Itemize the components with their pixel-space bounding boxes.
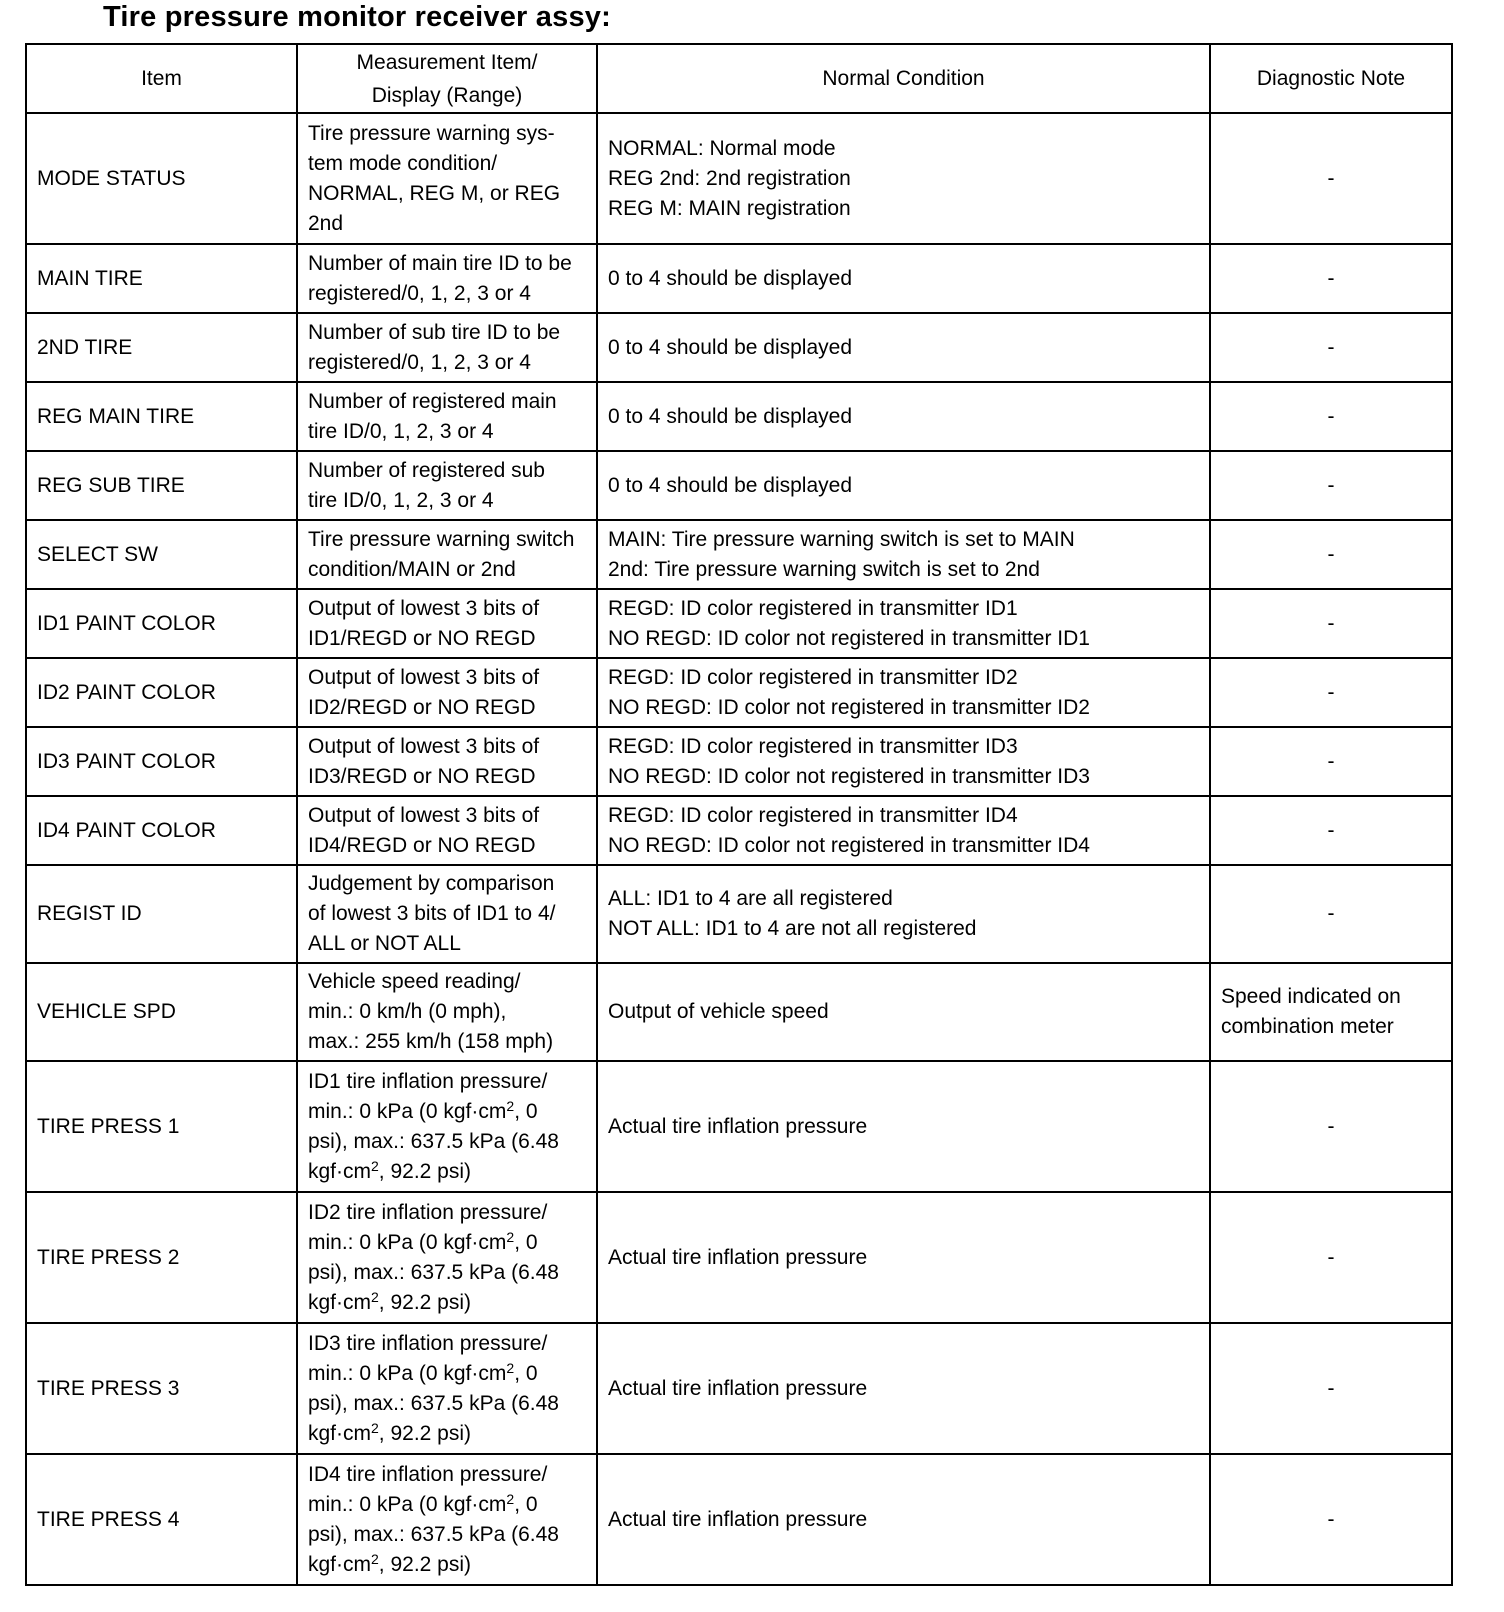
measurement-line: Number of sub tire ID to be (308, 320, 561, 344)
table-row (26, 244, 1452, 313)
diagnostic-note-cell (1210, 963, 1452, 1061)
diagnostic-note-cell: - (1210, 520, 1452, 589)
measurement-line (308, 1550, 586, 1580)
measurement-line: Number of main tire ID to be (308, 251, 572, 275)
measurement-line: tem mode condition/ (308, 151, 498, 175)
table-row (26, 589, 1452, 658)
measurement-line: tire ID/0, 1, 2, 3 or 4 (308, 419, 494, 443)
measurement-line (308, 1419, 586, 1449)
item-cell: TIRE PRESS 4 (26, 1454, 297, 1585)
normal-condition-line: ALL: ID1 to 4 are all registered (608, 887, 893, 910)
measurement-line: psi), max.: 637.5 kPa (6.48 (308, 1260, 559, 1284)
table-row (26, 865, 1452, 963)
measurement-line: of lowest 3 bits of ID1 to 4/ (308, 902, 556, 925)
measurement-line: tire ID/0, 1, 2, 3 or 4 (308, 488, 494, 512)
data-list-table (25, 43, 1453, 1586)
diagnostic-note-cell: - (1210, 658, 1452, 727)
measurement-line: psi), max.: 637.5 kPa (6.48 (308, 1391, 559, 1415)
superscript-2: 2 (371, 1288, 379, 1305)
normal-condition-line: NO REGD: ID color not registered in transmitter ID3 (608, 764, 1090, 788)
measurement-line: Number of registered main (308, 389, 557, 413)
table-row (26, 1454, 1452, 1585)
table-row (26, 520, 1452, 589)
table-row (26, 1323, 1452, 1454)
measurement-cell (297, 382, 597, 451)
measurement-fragment: kgf·cm (308, 1552, 371, 1576)
item-cell: SELECT SW (26, 520, 297, 589)
measurement-fragment: , 0 (514, 1492, 538, 1516)
item-cell: REGIST ID (26, 865, 297, 963)
diagnostic-note-cell: - (1210, 313, 1452, 382)
normal-condition-cell (597, 382, 1210, 451)
table-row (26, 451, 1452, 520)
measurement-fragment: min.: 0 kPa (0 kgf·cm (308, 1230, 507, 1254)
header-measurement (297, 44, 597, 113)
measurement-line: ID2 tire inflation pressure/ (308, 1200, 548, 1224)
superscript-2: 2 (371, 1419, 379, 1436)
measurement-cell (297, 796, 597, 865)
measurement-fragment: , 92.2 psi) (378, 1159, 472, 1183)
diagnostic-note-cell: - (1210, 796, 1452, 865)
diagnostic-note-cell: - (1210, 113, 1452, 244)
measurement-line: Output of lowest 3 bits of (308, 803, 540, 827)
measurement-line (308, 1228, 586, 1258)
measurement-cell (297, 113, 597, 244)
normal-condition-line: 0 to 4 should be displayed (608, 473, 853, 497)
measurement-fragment: min.: 0 kPa (0 kgf·cm (308, 1099, 507, 1123)
table-row (26, 382, 1452, 451)
normal-condition-line: REG M: MAIN registration (608, 196, 851, 220)
table-row (26, 963, 1452, 1061)
measurement-line: Tire pressure warning switch (308, 527, 575, 551)
normal-condition-line: NOT ALL: ID1 to 4 are not all registered (608, 917, 977, 940)
header-item: Item (26, 44, 297, 113)
item-cell: TIRE PRESS 1 (26, 1061, 297, 1192)
normal-condition-line: REGD: ID color registered in transmitter ID1 (608, 596, 1018, 620)
normal-condition-line: NO REGD: ID color not registered in transmitter ID4 (608, 833, 1090, 857)
normal-condition-line: NORMAL: Normal mode (608, 136, 836, 160)
header-measurement-line: Display (Range) (371, 83, 523, 107)
table-row (26, 1192, 1452, 1323)
measurement-line: ID1 tire inflation pressure/ (308, 1069, 548, 1093)
measurement-line: max.: 255 km/h (158 mph) (308, 1030, 554, 1053)
measurement-cell (297, 589, 597, 658)
item-cell: ID2 PAINT COLOR (26, 658, 297, 727)
header-measurement-line: Measurement Item/ (356, 50, 538, 74)
measurement-line: ID3 tire inflation pressure/ (308, 1331, 548, 1355)
item-cell: ID4 PAINT COLOR (26, 796, 297, 865)
measurement-cell (297, 244, 597, 313)
measurement-line: ALL or NOT ALL (308, 932, 461, 955)
normal-condition-line: 0 to 4 should be displayed (608, 404, 853, 428)
measurement-cell (297, 1192, 597, 1323)
diagnostic-note-line: combination meter (1221, 1015, 1394, 1038)
measurement-fragment: min.: 0 kPa (0 kgf·cm (308, 1361, 507, 1385)
item-cell: ID1 PAINT COLOR (26, 589, 297, 658)
measurement-line (308, 1157, 586, 1187)
measurement-fragment: , 92.2 psi) (378, 1290, 472, 1314)
normal-condition-line: Output of vehicle speed (608, 1000, 829, 1023)
measurement-cell (297, 658, 597, 727)
normal-condition-line: 0 to 4 should be displayed (608, 266, 853, 290)
item-cell: MAIN TIRE (26, 244, 297, 313)
normal-condition-line: REG 2nd: 2nd registration (608, 166, 851, 190)
superscript-2: 2 (506, 1359, 515, 1376)
measurement-line (308, 1097, 586, 1127)
measurement-line: registered/0, 1, 2, 3 or 4 (308, 350, 531, 374)
header-diagnostic-note: Diagnostic Note (1210, 44, 1452, 113)
measurement-line: Tire pressure warning sys- (308, 121, 555, 145)
normal-condition-line: Actual tire inflation pressure (608, 1507, 868, 1531)
diagnostic-note-cell: - (1210, 451, 1452, 520)
page-title: Tire pressure monitor receiver assy: (103, 1, 611, 33)
measurement-fragment: min.: 0 kPa (0 kgf·cm (308, 1492, 507, 1516)
table-row (26, 727, 1452, 796)
normal-condition-cell (597, 658, 1210, 727)
measurement-cell (297, 963, 597, 1061)
measurement-line: Output of lowest 3 bits of (308, 665, 540, 689)
header-normal-condition: Normal Condition (597, 44, 1210, 113)
measurement-line: 2nd (308, 211, 344, 235)
normal-condition-cell (597, 865, 1210, 963)
normal-condition-line: Actual tire inflation pressure (608, 1376, 868, 1400)
measurement-line: NORMAL, REG M, or REG (308, 181, 561, 205)
table-row (26, 658, 1452, 727)
measurement-line: ID4/REGD or NO REGD (308, 833, 536, 857)
superscript-2: 2 (506, 1490, 515, 1507)
diagnostic-note-cell: - (1210, 1061, 1452, 1192)
measurement-line: ID1/REGD or NO REGD (308, 626, 536, 650)
normal-condition-cell (597, 1454, 1210, 1585)
normal-condition-line: Actual tire inflation pressure (608, 1114, 868, 1138)
measurement-line: psi), max.: 637.5 kPa (6.48 (308, 1522, 559, 1546)
measurement-fragment: , 92.2 psi) (378, 1421, 472, 1445)
diagnostic-note-cell: - (1210, 1323, 1452, 1454)
table-header-row (26, 44, 1452, 113)
diagnostic-note-cell: - (1210, 1192, 1452, 1323)
measurement-cell (297, 1323, 597, 1454)
normal-condition-line: Actual tire inflation pressure (608, 1245, 868, 1269)
normal-condition-line: REGD: ID color registered in transmitter ID2 (608, 665, 1018, 689)
measurement-line (308, 1490, 586, 1520)
measurement-line (308, 1359, 586, 1389)
table-row (26, 796, 1452, 865)
measurement-line: Number of registered sub (308, 458, 545, 482)
measurement-cell (297, 727, 597, 796)
item-cell: MODE STATUS (26, 113, 297, 244)
item-cell: VEHICLE SPD (26, 963, 297, 1061)
table-row (26, 313, 1452, 382)
superscript-2: 2 (506, 1097, 515, 1114)
diagnostic-note-cell: - (1210, 1454, 1452, 1585)
diagnostic-note-cell: - (1210, 244, 1452, 313)
normal-condition-line: REGD: ID color registered in transmitter ID4 (608, 803, 1018, 827)
diagnostic-note-cell: - (1210, 727, 1452, 796)
normal-condition-line: NO REGD: ID color not registered in transmitter ID2 (608, 695, 1090, 719)
diagnostic-note-cell: - (1210, 589, 1452, 658)
measurement-line: ID4 tire inflation pressure/ (308, 1462, 548, 1486)
superscript-2: 2 (371, 1157, 379, 1174)
measurement-line: psi), max.: 637.5 kPa (6.48 (308, 1129, 559, 1153)
measurement-line: Vehicle speed reading/ (308, 970, 521, 993)
item-cell: ID3 PAINT COLOR (26, 727, 297, 796)
measurement-line: Judgement by comparison (308, 872, 555, 895)
measurement-line: condition/MAIN or 2nd (308, 557, 516, 581)
measurement-line: registered/0, 1, 2, 3 or 4 (308, 281, 531, 305)
measurement-fragment: , 0 (514, 1361, 538, 1385)
measurement-line: ID2/REGD or NO REGD (308, 695, 536, 719)
measurement-cell (297, 313, 597, 382)
measurement-cell (297, 865, 597, 963)
normal-condition-cell (597, 589, 1210, 658)
item-cell: TIRE PRESS 2 (26, 1192, 297, 1323)
measurement-cell (297, 451, 597, 520)
normal-condition-cell (597, 963, 1210, 1061)
measurement-fragment: , 92.2 psi) (378, 1552, 472, 1576)
measurement-cell (297, 1454, 597, 1585)
item-cell: REG SUB TIRE (26, 451, 297, 520)
item-cell: TIRE PRESS 3 (26, 1323, 297, 1454)
normal-condition-cell (597, 313, 1210, 382)
measurement-cell (297, 520, 597, 589)
normal-condition-cell (597, 1192, 1210, 1323)
normal-condition-cell (597, 520, 1210, 589)
table-row (26, 1061, 1452, 1192)
measurement-fragment: kgf·cm (308, 1421, 371, 1445)
normal-condition-cell (597, 1061, 1210, 1192)
measurement-fragment: , 0 (514, 1230, 538, 1254)
measurement-line: ID3/REGD or NO REGD (308, 764, 536, 788)
item-cell: REG MAIN TIRE (26, 382, 297, 451)
diagnostic-note-line: Speed indicated on (1221, 985, 1401, 1008)
normal-condition-cell (597, 796, 1210, 865)
normal-condition-line: REGD: ID color registered in transmitter ID3 (608, 734, 1018, 758)
superscript-2: 2 (371, 1550, 379, 1567)
normal-condition-line: 0 to 4 should be displayed (608, 335, 853, 359)
measurement-fragment: kgf·cm (308, 1159, 371, 1183)
measurement-line (308, 1288, 586, 1318)
superscript-2: 2 (506, 1228, 515, 1245)
normal-condition-cell (597, 113, 1210, 244)
normal-condition-line: NO REGD: ID color not registered in transmitter ID1 (608, 626, 1090, 650)
normal-condition-line: MAIN: Tire pressure warning switch is set to MAIN (608, 527, 1075, 551)
measurement-fragment: kgf·cm (308, 1290, 371, 1314)
normal-condition-cell (597, 451, 1210, 520)
item-cell: 2ND TIRE (26, 313, 297, 382)
table-row (26, 113, 1452, 244)
normal-condition-cell (597, 244, 1210, 313)
measurement-line: min.: 0 km/h (0 mph), (308, 1000, 507, 1023)
diagnostic-note-cell: - (1210, 865, 1452, 963)
normal-condition-line: 2nd: Tire pressure warning switch is set to 2nd (608, 557, 1040, 581)
diagnostic-note-cell: - (1210, 382, 1452, 451)
measurement-fragment: , 0 (514, 1099, 538, 1123)
normal-condition-cell (597, 1323, 1210, 1454)
measurement-cell (297, 1061, 597, 1192)
measurement-line: Output of lowest 3 bits of (308, 596, 540, 620)
measurement-line: Output of lowest 3 bits of (308, 734, 540, 758)
normal-condition-cell (597, 727, 1210, 796)
